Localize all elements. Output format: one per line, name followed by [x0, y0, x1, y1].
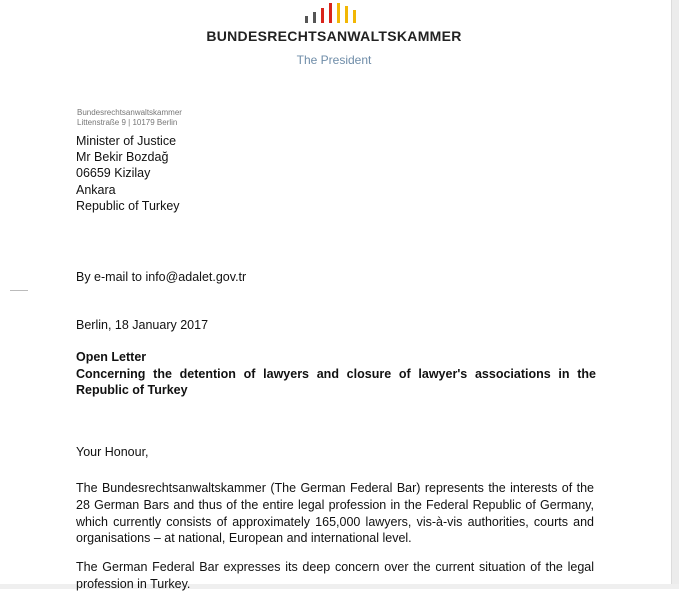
- sender-address: [77, 108, 182, 128]
- sender-name: Bundesrechtsanwaltskammer: [77, 108, 182, 117]
- subject-title: Concerning the detention of lawyers and closure of lawyer's associations in the Republic of Turkey: [76, 366, 596, 397]
- logo-bar: [345, 6, 348, 23]
- recipient-address: [76, 133, 180, 214]
- subject-heading: [76, 349, 596, 399]
- organization-name: BUNDESRECHTSANWALTSKAMMER: [206, 28, 462, 44]
- logo-bar: [353, 10, 356, 23]
- salutation: Your Honour,: [76, 445, 149, 459]
- recipient-line: 06659 Kizilay: [76, 166, 151, 181]
- logo-bar: [321, 8, 324, 23]
- logo-bars-icon: [305, 3, 361, 23]
- page-edge-shadow: [671, 0, 679, 589]
- logo-bar: [337, 3, 340, 23]
- logo-bar: [305, 16, 308, 23]
- logo-bar: [313, 12, 316, 23]
- body-paragraph: The German Federal Bar expresses its deep concern over the current situation of the legal profession in Turkey.: [76, 560, 594, 591]
- delivery-note: By e-mail to info@adalet.gov.tr: [76, 270, 247, 284]
- body-paragraph: The Bundesrechtsanwaltskammer (The German Federal Bar) represents the interests of the 28 German Bars and thus of the entire legal profession in the Federal Republic of Germany, which currently consists of approximately 165,000 lawyers, vis-à-vis authorities, courts and organisations – at national, European and international level.: [76, 481, 594, 546]
- recipient-line: Republic of Turkey: [76, 198, 180, 213]
- subject-label: Open Letter: [76, 350, 147, 364]
- date-line: Berlin, 18 January 2017: [76, 318, 209, 332]
- sender-street: Littenstraße 9 | 10179 Berlin: [77, 118, 178, 127]
- recipient-line: Ankara: [76, 182, 116, 197]
- letterhead-subtitle: The President: [296, 53, 372, 67]
- fold-mark: [10, 290, 28, 291]
- logo-bar: [329, 3, 332, 23]
- recipient-line: Minister of Justice: [76, 134, 177, 148]
- recipient-line: Mr Bekir Bozdağ: [76, 150, 169, 165]
